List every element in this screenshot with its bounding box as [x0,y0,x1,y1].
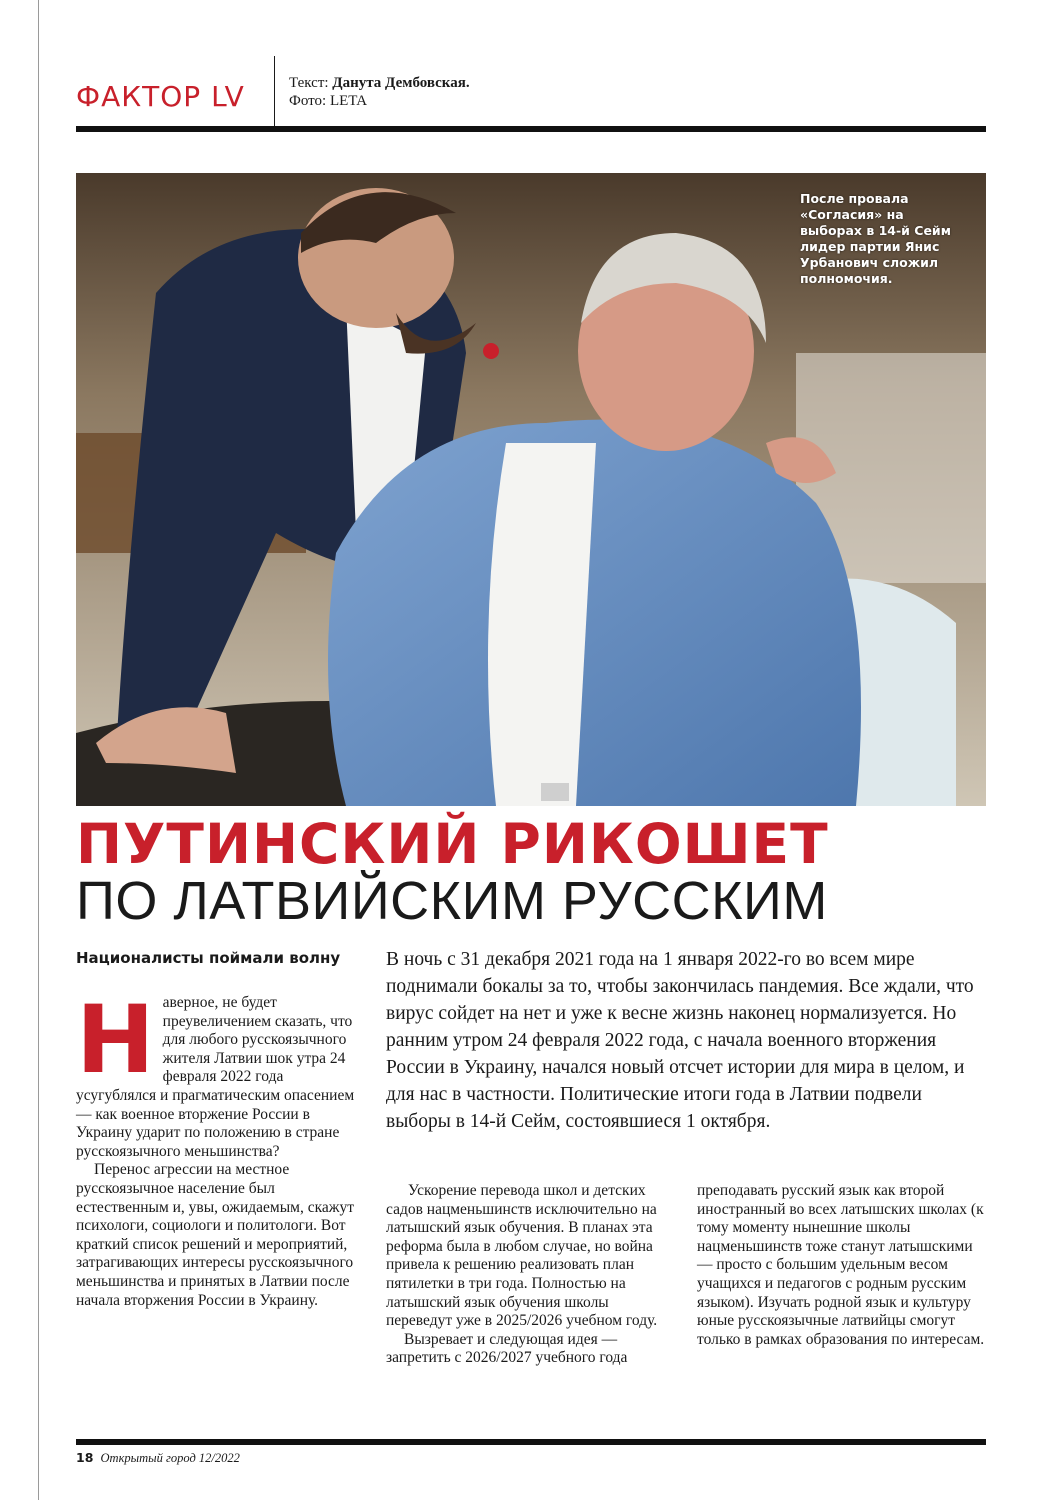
header-divider [274,56,275,126]
photo-credit [289,92,470,110]
section-label: ФАКТОР LV [76,80,245,113]
author-name: Данута Дембовская. [332,75,470,91]
magazine-issue: Открытый город 12/2022 [100,1451,240,1465]
article-column-2 [386,1182,672,1368]
bottom-rule [76,1439,986,1445]
page-margin-line [38,0,39,1500]
page-footer [76,1450,240,1466]
column-1-paragraph-text: аверное, не будет преувеличением сказать, что для любого русскоязычного жителя Латвии шок утра 24 февраля 2022 года усугублялся и прагматическим опасением — как военное вторжение России в Украину ударит по положению в стране русскоязычного меньшинства? [76,994,355,1160]
lead-paragraph: В ночь с 31 декабря 2021 года на 1 января 2022-го во всем мире поднимали бокалы за то, чтобы закончилась пандемия. Все ждали, что вирус сойдет на нет и уже к весне жизнь наконец нормализуется. Но ранним утром 24 февраля 2022 года, с начала военного вторжения России в Украину, начался новый отсчет истории для мира в целом, и для нас в частности. Политические итоги года в Латвии подвели выборы в 14-й Сейм, состоявшиеся 1 октября. [386,949,974,1132]
author-credit [289,74,470,92]
subheading: Националисты поймали волну [76,949,341,967]
column-3-paragraph: преподавать русский язык как второй иностранный во всех латышских школах (к тому моменту нынешние школы нацменьшинств тоже станут латышскими — просто с большим удельным весом учащихся и педагогов с родным русским языком). Изучать родной язык и культуру юные русскоязычные латвийцы смогут только в рамках образования по интересам. [697,1182,985,1348]
article-column-1 [76,986,360,1310]
text-label: Текст: [289,75,329,91]
column-2-paragraph-2: Вызревает и следующая идея — запретить с 2026/2027 учебного года [386,1330,628,1367]
column-1-paragraph-2: Перенос агрессии на местное русскоязычное население был естественным и, увы, ожидаемым, скажут психологи, социологи и политологи. Вот краткий список решений и мероприятий, затрагивающих интересы русскоязычного меньшинства и принятых в Латвии после начала вторжения России в Украину. [76,1161,354,1309]
article-column-3 [697,1182,987,1349]
drop-cap: Н [76,986,155,1095]
headline-line-2: ПО ЛАТВИЙСКИМ РУССКИМ [76,871,828,931]
photo-agency: LETA [329,93,368,109]
column-2-paragraph: Ускорение перевода школ и детских садов нацменьшинств исключительно на латышский язык обучения. В планах эта реформа была в любом случае, но война привела к решению реализовать план пятилетки в три года. Полностью на латышский язык обучения школы переведут уже в 2025/2026 учебном году. [386,1182,658,1330]
lead-photo [76,173,986,806]
photo-label: Фото: [289,93,327,109]
byline [289,74,470,110]
column-1-paragraph [76,986,360,1161]
top-rule [76,126,986,132]
photo-caption: После провала «Согласия» на выборах в 14-й Сейм лидер партии Янис Урбанович сложил полномочия. [800,191,951,286]
page-number: 18 [76,1450,94,1465]
headline-line-1: ПУТИНСКИЙ РИКОШЕТ [76,812,829,876]
